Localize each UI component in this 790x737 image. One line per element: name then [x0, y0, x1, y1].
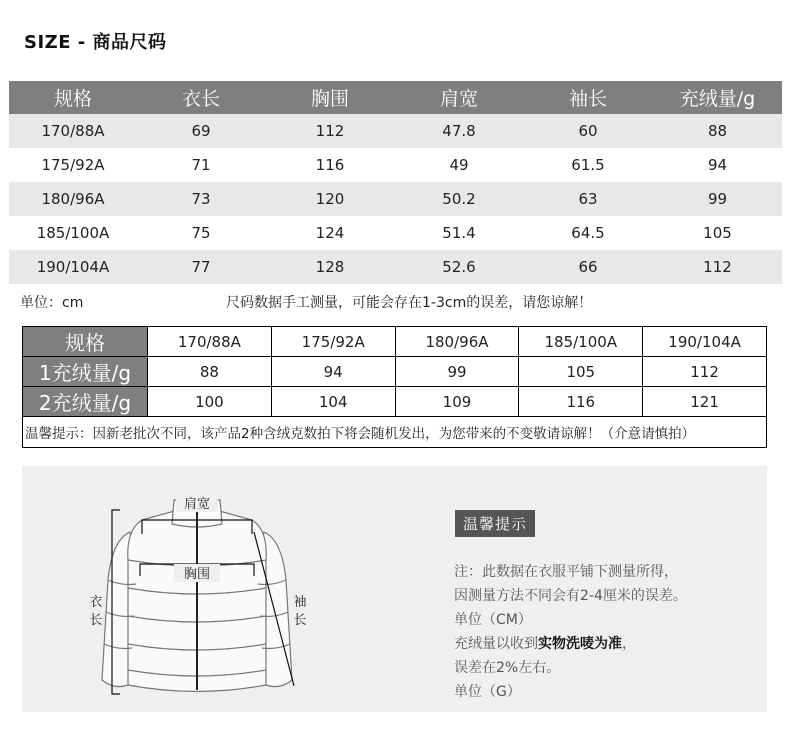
table-cell: 73 [137, 182, 265, 216]
table-cell: 88 [148, 357, 272, 387]
table-row [9, 182, 782, 216]
tips-line [454, 632, 687, 656]
header-spec: 规格 [9, 81, 137, 114]
length-label-2: 长 [89, 613, 103, 628]
table-cell: 47.8 [395, 114, 523, 148]
tips-line: 单位（G） [454, 684, 521, 700]
table-cell: 61.5 [523, 148, 653, 182]
tips-heading: 温馨提示 [455, 510, 535, 537]
table-cell: 71 [137, 148, 265, 182]
table-cell: 120 [265, 182, 395, 216]
table-cell: 99 [395, 357, 519, 387]
tips-line: 因测量方法不同会有2-4厘米的误差。 [454, 588, 687, 604]
table-row [23, 387, 767, 417]
header-shoulder: 肩宽 [395, 81, 523, 114]
tips-line-suffix: ， [622, 636, 636, 652]
fill-row-label: 2充绒量/g [23, 387, 148, 417]
table-cell: 63 [523, 182, 653, 216]
header-fill: 充绒量/g [653, 81, 782, 114]
table-cell: 121 [643, 387, 767, 417]
fill-header-label: 规格 [23, 327, 148, 357]
table-cell: 175/92A [9, 148, 137, 182]
table-cell: 128 [265, 250, 395, 284]
table-cell: 180/96A [9, 182, 137, 216]
table-cell: 104 [271, 387, 395, 417]
tips-text [454, 560, 687, 704]
table-row [9, 250, 782, 284]
table-cell: 124 [265, 216, 395, 250]
page-title: SIZE - 商品尺码 [24, 32, 167, 53]
table-cell: 51.4 [395, 216, 523, 250]
unit-note: 单位：cm [20, 295, 84, 311]
table-cell: 75 [137, 216, 265, 250]
table-cell: 105 [653, 216, 782, 250]
header-chest: 胸围 [265, 81, 395, 114]
length-label-1: 衣 [89, 595, 103, 610]
table-row [9, 148, 782, 182]
table-cell: 185/100A [9, 216, 137, 250]
table-row [9, 114, 782, 148]
table-cell: 77 [137, 250, 265, 284]
tips-line: 注：此数据在衣服平铺下测量所得， [454, 564, 678, 580]
tips-line: 误差在2%左右。 [454, 660, 561, 676]
header-sleeve: 袖长 [523, 81, 653, 114]
table-cell: 50.2 [395, 182, 523, 216]
sleeve-label-2: 长 [293, 613, 307, 628]
table-cell: 116 [519, 387, 643, 417]
table-cell: 60 [523, 114, 653, 148]
table-cell: 112 [653, 250, 782, 284]
size-table [9, 81, 782, 284]
table-cell: 100 [148, 387, 272, 417]
table-cell: 99 [653, 182, 782, 216]
table-cell: 105 [519, 357, 643, 387]
fill-size: 185/100A [519, 327, 643, 357]
chest-label: 胸围 [183, 567, 211, 582]
tips-line: 单位（CM） [454, 612, 532, 628]
jacket-diagram [82, 480, 312, 706]
table-row [9, 216, 782, 250]
tips-line-bold: 实物洗唛为准 [538, 636, 622, 652]
table-cell: 52.6 [395, 250, 523, 284]
jacket-icon [102, 500, 292, 692]
table-cell: 190/104A [9, 250, 137, 284]
table-cell: 49 [395, 148, 523, 182]
table-cell: 88 [653, 114, 782, 148]
fill-size: 190/104A [643, 327, 767, 357]
fill-tip: 温馨提示：因新老批次不同，该产品2种含绒克数拍下将会随机发出，为您带来的不变敬请谅解！（介意请慎拍） [23, 417, 767, 448]
table-cell: 64.5 [523, 216, 653, 250]
error-note: 尺码数据手工测量，可能会存在1-3cm的误差，请您谅解！ [226, 295, 593, 311]
table-cell: 109 [395, 387, 519, 417]
table-cell: 66 [523, 250, 653, 284]
fill-size: 170/88A [148, 327, 272, 357]
tips-line-prefix: 充绒量以收到 [454, 636, 538, 652]
table-cell: 94 [271, 357, 395, 387]
table-cell: 112 [643, 357, 767, 387]
table-cell: 69 [137, 114, 265, 148]
size-table-header [9, 81, 782, 114]
tip-row [23, 417, 767, 448]
fill-table-header [23, 327, 767, 357]
sleeve-label-1: 袖 [293, 595, 307, 610]
fill-row-label: 1充绒量/g [23, 357, 148, 387]
table-cell: 116 [265, 148, 395, 182]
shoulder-label: 肩宽 [183, 497, 211, 512]
fill-table [22, 326, 767, 448]
table-cell: 112 [265, 114, 395, 148]
table-row [23, 357, 767, 387]
fill-size: 175/92A [271, 327, 395, 357]
header-length: 衣长 [137, 81, 265, 114]
fill-size: 180/96A [395, 327, 519, 357]
table-cell: 94 [653, 148, 782, 182]
table-cell: 170/88A [9, 114, 137, 148]
